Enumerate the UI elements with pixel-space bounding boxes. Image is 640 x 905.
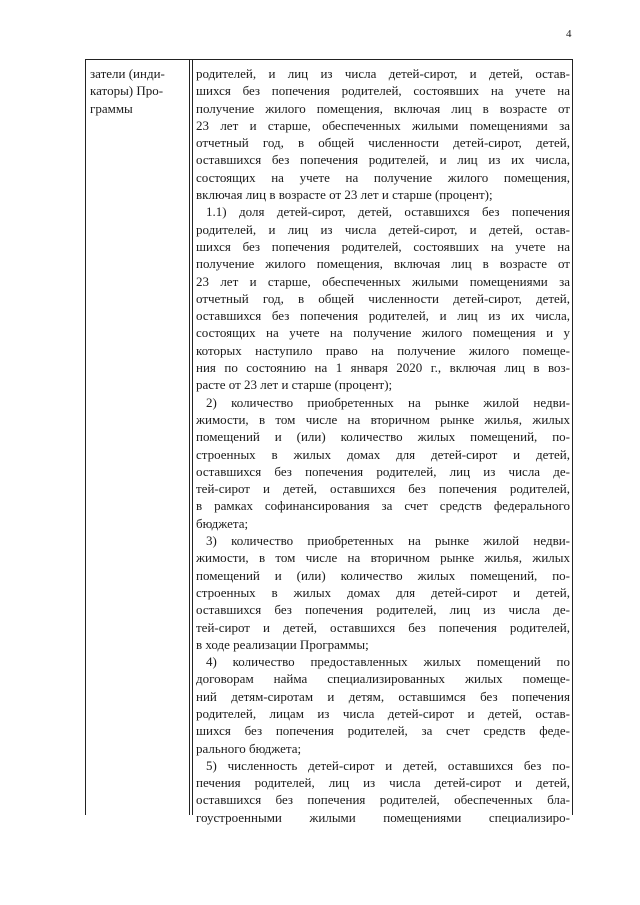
- indicator-text-line: помещений и (или) количество жилых помещений, по-: [196, 567, 570, 583]
- indicator-text-line: отчетный год, в общей численности детей-сирот, детей,: [196, 290, 570, 306]
- indicator-text-line: рального бюджета;: [196, 740, 302, 756]
- indicator-text-line: 2) количество приобретенных на рынке жилой недви-: [206, 394, 570, 410]
- indicator-text-line: шихся без попечения родителей, состоявших на учете на: [196, 83, 570, 99]
- indicator-text-line: ний детям-сиротам и детям, оставшимся без попечения: [196, 688, 570, 704]
- indicator-text-line: тей-сирот и детей, оставшихся без попечения родителей,: [196, 619, 570, 635]
- indicator-text-line: 23 лет и старше, обеспеченных жилыми помещениями за: [196, 117, 570, 133]
- indicator-text-line: оставшихся без попечения родителей, и лиц из их числа,: [196, 308, 570, 324]
- indicator-text-line: помещений и (или) количество жилых помещений, по-: [196, 429, 570, 445]
- indicator-text-line: шихся без попечения родителей, состоявших на учете на: [196, 238, 570, 254]
- indicator-text-line: бюджета;: [196, 515, 249, 531]
- indicator-text-line: жимости, в том числе на вторичном рынке жилья, жилых: [196, 411, 570, 427]
- indicator-text-line: включая лиц в возрасте от 23 лет и старше (процент);: [196, 187, 493, 203]
- indicator-text-line: получение жилого помещения, включая лиц в возрасте от: [196, 256, 570, 272]
- indicator-text-line: расте от 23 лет и старше (процент);: [196, 377, 393, 393]
- indicator-text-line: родителей, и лиц из числа детей-сирот, и детей, остав-: [196, 221, 570, 237]
- indicator-text-line: в ходе реализации Программы;: [196, 636, 369, 652]
- indicator-text-line: ния по состоянию на 1 января 2020 г., включая лиц в воз-: [196, 360, 570, 376]
- indicator-text-line: оставшихся без попечения родителей, и лиц из их числа,: [196, 152, 570, 168]
- indicator-text-line: строенных в жилых домах для детей-сирот и детей,: [196, 446, 570, 462]
- indicator-text-line: родителей, и лиц из числа детей-сирот, и детей, остав-: [196, 66, 570, 81]
- program-indicators-table: [85, 59, 573, 825]
- row-label-line: затели (инди-: [90, 66, 165, 81]
- indicator-text-line: 5) численность детей-сирот и детей, оставшихся без по-: [206, 757, 570, 773]
- indicators-list-cell: [196, 65, 570, 826]
- column-divider: [192, 60, 193, 815]
- indicator-paragraph: [196, 203, 570, 393]
- indicator-paragraph: [196, 653, 570, 757]
- row-label-line: граммы: [90, 100, 133, 116]
- indicator-text-line: которых наступило право на получение жилого помеще-: [196, 342, 570, 358]
- indicator-paragraph: [196, 65, 570, 203]
- indicator-text-line: состоящих на учете на получение жилого помещения и у: [196, 325, 570, 341]
- indicator-text-line: 4) количество предоставленных жилых помещений по: [206, 654, 570, 670]
- indicator-text-line: гоустроенными жилыми помещениями специализиро-: [196, 809, 570, 825]
- indicator-text-line: отчетный год, в общей численности детей-сирот, детей,: [196, 135, 570, 151]
- indicator-text-line: шихся без попечения родителей, за счет средств феде-: [196, 723, 570, 739]
- page-number: 4: [566, 28, 572, 40]
- indicator-text-line: получение жилого помещения, включая лиц в возрасте от: [196, 100, 570, 116]
- indicator-text-line: договорам найма специализированных жилых помеще-: [196, 671, 570, 687]
- indicator-text-line: оставшихся без попечения родителей, обеспеченных бла-: [196, 792, 570, 808]
- indicator-text-line: оставшихся без попечения родителей, лиц из числа де-: [196, 463, 570, 479]
- indicator-text-line: 1.1) доля детей-сирот, детей, оставшихся без попечения: [206, 204, 570, 220]
- indicator-text-line: состоящих на учете на получение жилого помещения,: [196, 169, 570, 185]
- indicator-text-line: печения родителей, лиц из числа детей-сирот и детей,: [196, 775, 570, 791]
- row-label-line: каторы) Про-: [90, 83, 164, 99]
- row-label-cell: [90, 65, 186, 117]
- indicator-paragraph: [196, 532, 570, 653]
- indicator-text-line: жимости, в том числе на вторичном рынке жилья, жилых: [196, 550, 570, 566]
- indicator-text-line: 23 лет и старше, обеспеченных жилыми помещениями за: [196, 273, 570, 289]
- indicator-paragraph: [196, 394, 570, 532]
- indicator-text-line: в рамках софинансирования за счет средств федерального: [196, 498, 570, 514]
- indicator-text-line: оставшихся без попечения родителей, лиц из числа де-: [196, 602, 570, 618]
- indicator-paragraph: [196, 757, 570, 826]
- column-divider: [189, 60, 190, 815]
- indicator-text-line: родителей, лицам из числа детей-сирот и детей, остав-: [196, 705, 570, 721]
- indicator-text-line: строенных в жилых домах для детей-сирот и детей,: [196, 584, 570, 600]
- indicator-text-line: 3) количество приобретенных на рынке жилой недви-: [206, 533, 570, 549]
- indicator-text-line: тей-сирот и детей, оставшихся без попечения родителей,: [196, 481, 570, 497]
